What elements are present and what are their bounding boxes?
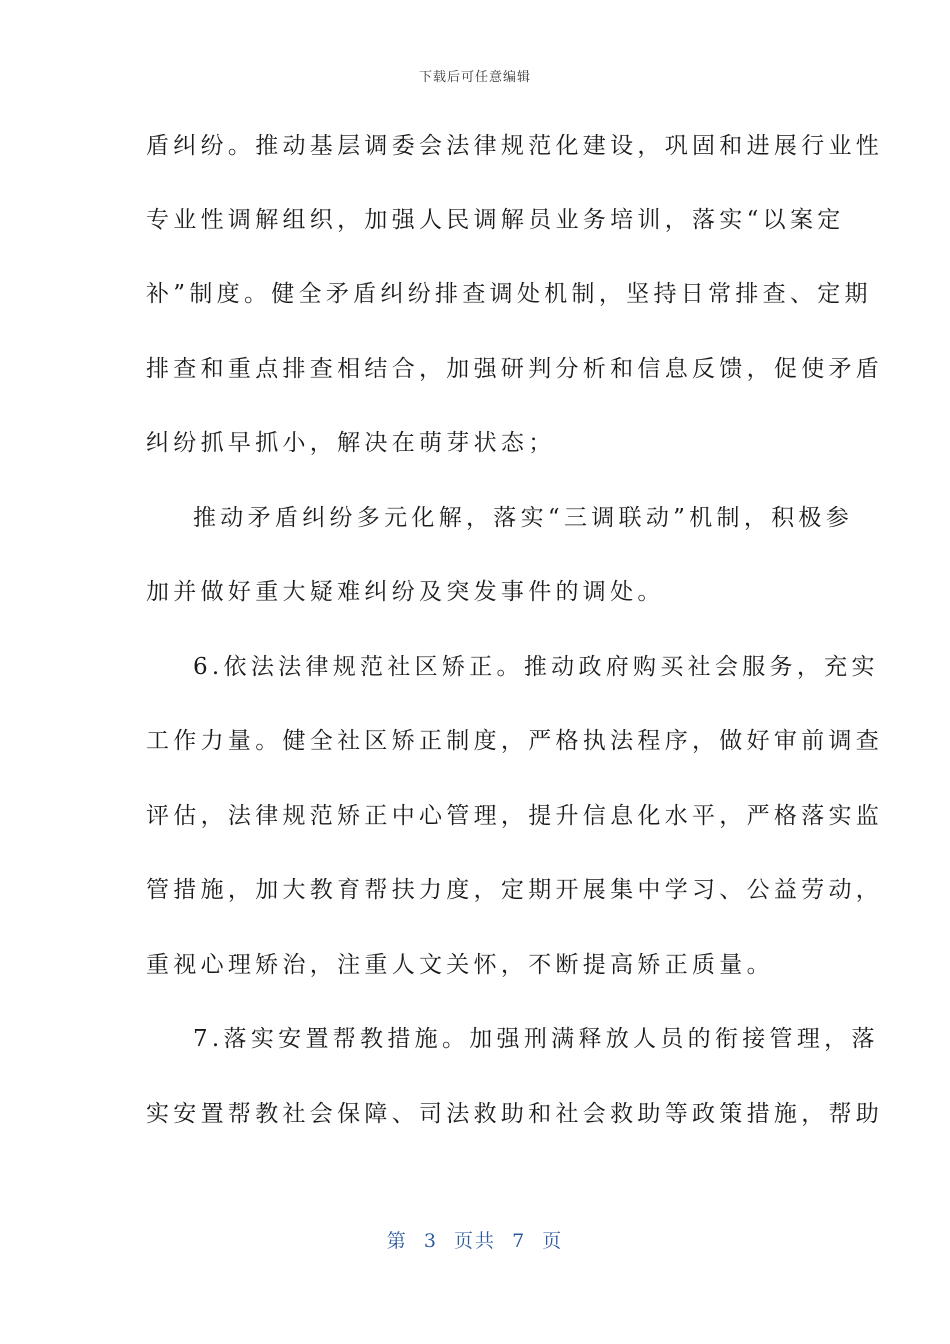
paragraph-start-line: 7.落实安置帮教措施。加强刑满释放人员的衔接管理，落 xyxy=(193,1026,879,1052)
paragraph-start-line: 6.依法法律规范社区矫正。推动政府购买社会服务，充实 xyxy=(193,654,879,680)
text-line: 补”制度。健全矛盾纠纷排查调处机制，坚持日常排查、定期 xyxy=(146,281,872,307)
text-line: 盾纠纷。推动基层调委会法律规范化建设，巩固和进展行业性 xyxy=(146,133,884,159)
text-line: 工作力量。健全社区矫正制度，严格执法程序，做好审前调查 xyxy=(146,728,884,754)
text-line: 重视心理矫治，注重人文关怀，不断提高矫正质量。 xyxy=(146,952,774,978)
text-line: 实安置帮教社会保障、司法救助和社会救助等政策措施，帮助 xyxy=(146,1101,884,1127)
text-line: 纠纷抓早抓小，解决在萌芽状态； xyxy=(146,430,556,456)
text-line: 加并做好重大疑难纠纷及突发事件的调处。 xyxy=(146,579,665,605)
paragraph-start-line: 推动矛盾纠纷多元化解，落实“三调联动”机制，积极参 xyxy=(193,505,854,531)
text-line: 专业性调解组织，加强人民调解员业务培训，落实“以案定 xyxy=(146,207,845,233)
page-number-footer: 第 3 页共 7 页 xyxy=(386,1230,564,1252)
text-line: 管措施，加大教育帮扶力度，定期开展集中学习、公益劳动， xyxy=(146,877,884,903)
page-header: 下载后可任意编辑 xyxy=(418,70,531,85)
text-line: 评估，法律规范矫正中心管理，提升信息化水平，严格落实监 xyxy=(146,803,884,829)
text-line: 排查和重点排查相结合，加强研判分析和信息反馈，促使矛盾 xyxy=(146,356,884,382)
